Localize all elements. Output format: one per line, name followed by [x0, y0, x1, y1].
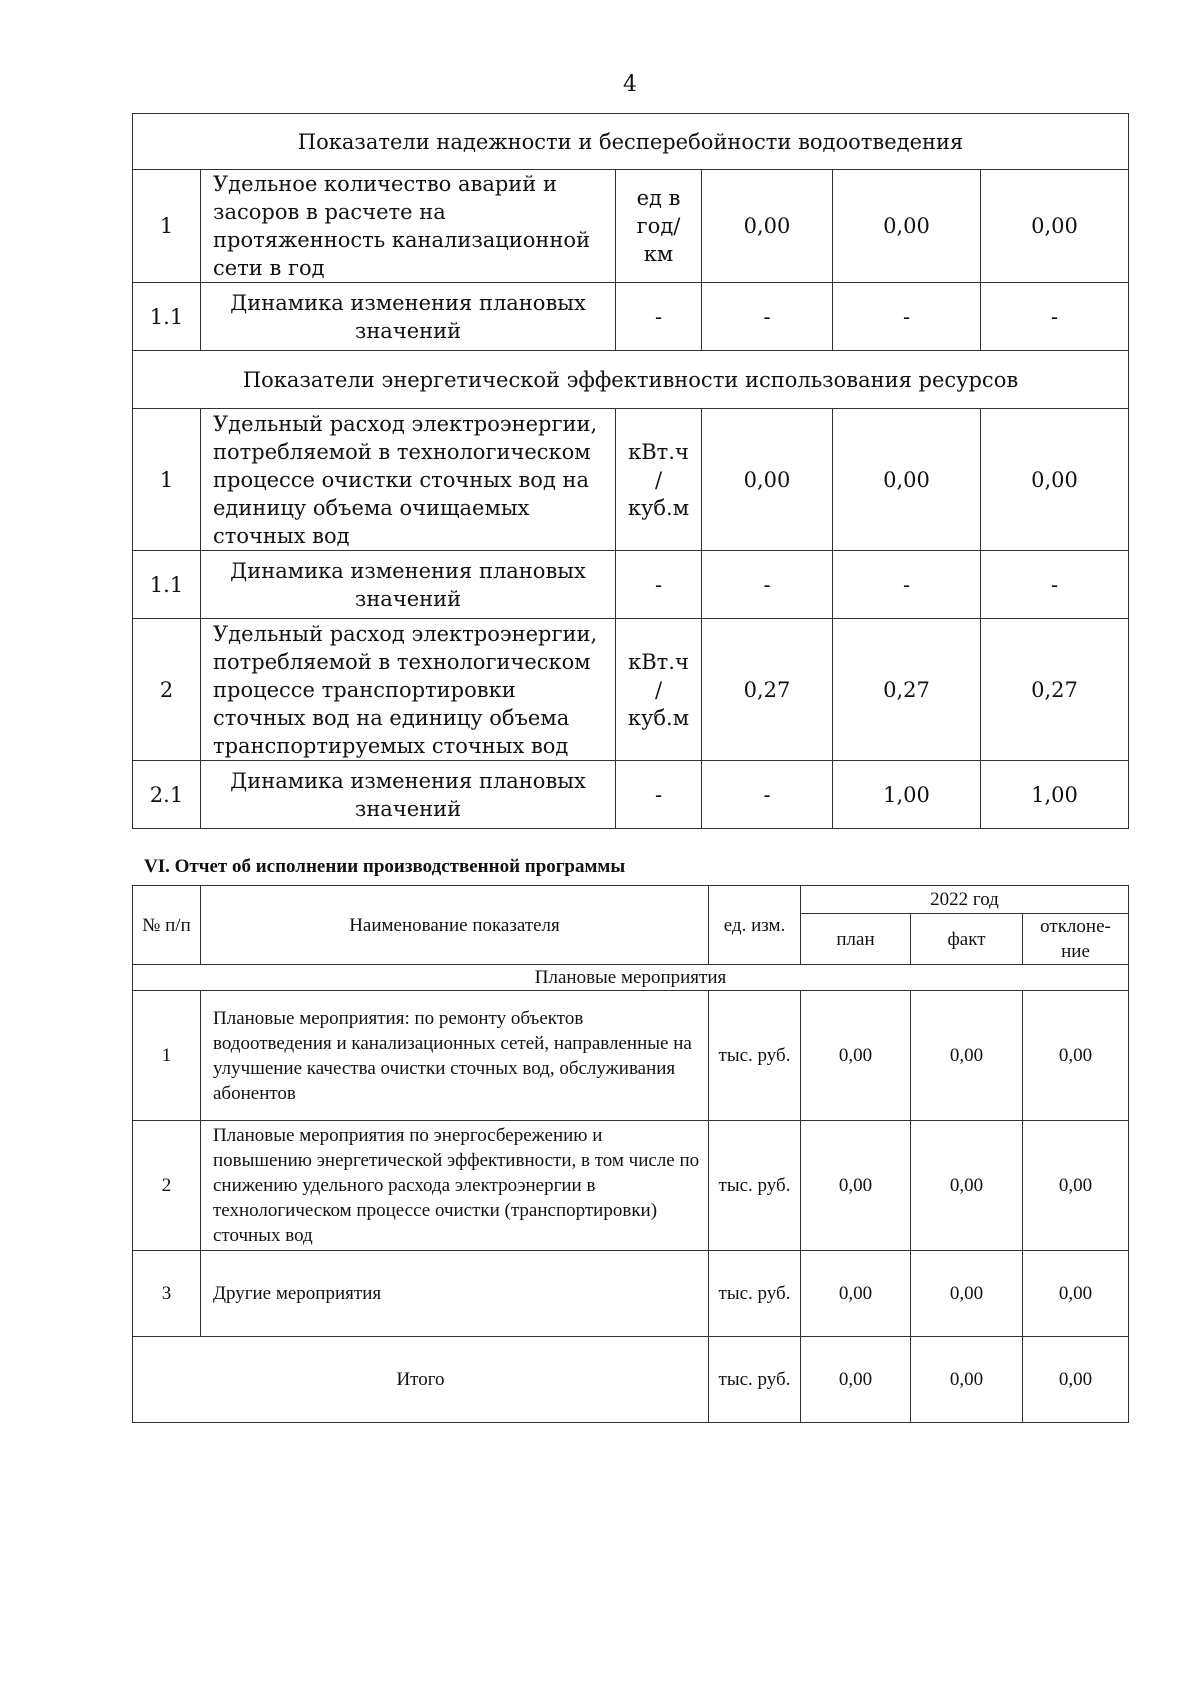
- indicators-table: [132, 113, 1129, 829]
- unit-cell: -: [616, 761, 702, 829]
- group-title-row: [133, 965, 1129, 991]
- fact-value: 0,00: [911, 1337, 1023, 1423]
- row-number: 2.1: [133, 761, 201, 829]
- indicator-name: Удельный расход электроэнергии, потребляемой в технологическом процессе очистки сточных вод на единицу объема очищаемых сточных вод: [201, 409, 616, 551]
- section-title-row: [133, 114, 1129, 170]
- table-row: [133, 1121, 1129, 1251]
- header-year: 2022 год: [801, 886, 1129, 914]
- unit-line: км: [643, 242, 674, 266]
- unit-line: год/: [636, 214, 681, 238]
- value-cell: 0,00: [833, 170, 981, 283]
- value-cell: -: [981, 551, 1129, 619]
- value-cell: 0,00: [981, 409, 1129, 551]
- value-cell: -: [702, 283, 833, 351]
- row-number: 1: [133, 991, 201, 1121]
- header-unit: ед. изм.: [709, 886, 801, 965]
- deviation-value: 0,00: [1023, 1251, 1129, 1337]
- measure-name: Плановые мероприятия: по ремонту объектов водоотведения и канализационных сетей, направленные на улучшение качества очистки сточных вод, обслуживания абонентов: [201, 991, 709, 1121]
- deviation-value: 0,00: [1023, 1121, 1129, 1251]
- value-cell: 0,00: [981, 170, 1129, 283]
- unit-line: куб.м: [627, 705, 690, 730]
- table-row: [133, 551, 1129, 619]
- unit-line: ед в: [636, 186, 681, 210]
- row-number: 2: [133, 619, 201, 761]
- header-name: Наименование показателя: [201, 886, 709, 965]
- table-row: [133, 409, 1129, 551]
- table-row: [133, 991, 1129, 1121]
- value-cell: -: [702, 551, 833, 619]
- row-number: 2: [133, 1121, 201, 1251]
- unit-cell: -: [616, 551, 702, 619]
- measure-name: Плановые мероприятия по энергосбережению и повышению энергетической эффективности, в том числе по снижению удельного расхода электроэнергии в технологическом процессе очистки (транспортировки) сточных вод: [201, 1121, 709, 1251]
- fact-value: 0,00: [911, 1251, 1023, 1337]
- total-label: Итого: [133, 1337, 709, 1423]
- unit-cell: тыс. руб.: [709, 1121, 801, 1251]
- table-row: [133, 761, 1129, 829]
- total-row: [133, 1337, 1129, 1423]
- value-cell: 1,00: [981, 761, 1129, 829]
- row-number: 1: [133, 409, 201, 551]
- header-plan: план: [801, 914, 911, 965]
- header-fact: факт: [911, 914, 1023, 965]
- header-deviation: отклоне-ние: [1023, 914, 1129, 965]
- value-cell: -: [833, 283, 981, 351]
- value-cell: 0,00: [702, 409, 833, 551]
- deviation-value: 0,00: [1023, 991, 1129, 1121]
- measure-name: Другие мероприятия: [201, 1251, 709, 1337]
- plan-value: 0,00: [801, 1251, 911, 1337]
- value-cell: 0,27: [981, 619, 1129, 761]
- value-cell: 0,27: [702, 619, 833, 761]
- indicator-name: Динамика изменения плановых значений: [201, 283, 616, 351]
- plan-value: 0,00: [801, 991, 911, 1121]
- table-row: [133, 283, 1129, 351]
- indicator-name: Динамика изменения плановых значений: [201, 761, 616, 829]
- group-title: Плановые мероприятия: [133, 965, 1129, 991]
- unit-cell: [616, 170, 702, 283]
- unit-line: куб.м: [627, 495, 690, 520]
- unit-cell: тыс. руб.: [709, 1337, 801, 1423]
- row-number: 3: [133, 1251, 201, 1337]
- value-cell: -: [833, 551, 981, 619]
- table-row: [133, 170, 1129, 283]
- value-cell: -: [702, 761, 833, 829]
- table-row: [133, 1251, 1129, 1337]
- row-number: 1.1: [133, 283, 201, 351]
- unit-line: /: [654, 677, 663, 702]
- fact-value: 0,00: [911, 1121, 1023, 1251]
- table-row: [133, 619, 1129, 761]
- program-report-table: [132, 885, 1129, 1423]
- value-cell: 0,00: [833, 409, 981, 551]
- header-row: [133, 886, 1129, 914]
- value-cell: 0,00: [702, 170, 833, 283]
- value-cell: -: [981, 283, 1129, 351]
- section-title-reliability: Показатели надежности и бесперебойности водоотведения: [133, 114, 1129, 170]
- page-number: 4: [623, 72, 637, 97]
- header-num: № п/п: [133, 886, 201, 965]
- fact-value: 0,00: [911, 991, 1023, 1121]
- section-title-energy: Показатели энергетической эффективности использования ресурсов: [133, 351, 1129, 409]
- unit-cell: -: [616, 283, 702, 351]
- indicator-name: Удельное количество аварий и засоров в расчете на протяженность канализационной сети в год: [201, 170, 616, 283]
- unit-line: /: [654, 467, 663, 492]
- unit-cell: [616, 619, 702, 761]
- indicator-name: Динамика изменения плановых значений: [201, 551, 616, 619]
- section-vi-title: VI. Отчет об исполнении производственной программы: [144, 856, 626, 877]
- unit-line: кВт.ч: [628, 649, 689, 674]
- indicator-name: Удельный расход электроэнергии, потребляемой в технологическом процессе транспортировки сточных вод на единицу объема транспортируемых сточных вод: [201, 619, 616, 761]
- unit-line: кВт.ч: [628, 439, 689, 464]
- unit-cell: тыс. руб.: [709, 1251, 801, 1337]
- unit-cell: тыс. руб.: [709, 991, 801, 1121]
- value-cell: 0,27: [833, 619, 981, 761]
- plan-value: 0,00: [801, 1337, 911, 1423]
- value-cell: 1,00: [833, 761, 981, 829]
- unit-cell: [616, 409, 702, 551]
- row-number: 1: [133, 170, 201, 283]
- section-title-row: [133, 351, 1129, 409]
- row-number: 1.1: [133, 551, 201, 619]
- deviation-value: 0,00: [1023, 1337, 1129, 1423]
- plan-value: 0,00: [801, 1121, 911, 1251]
